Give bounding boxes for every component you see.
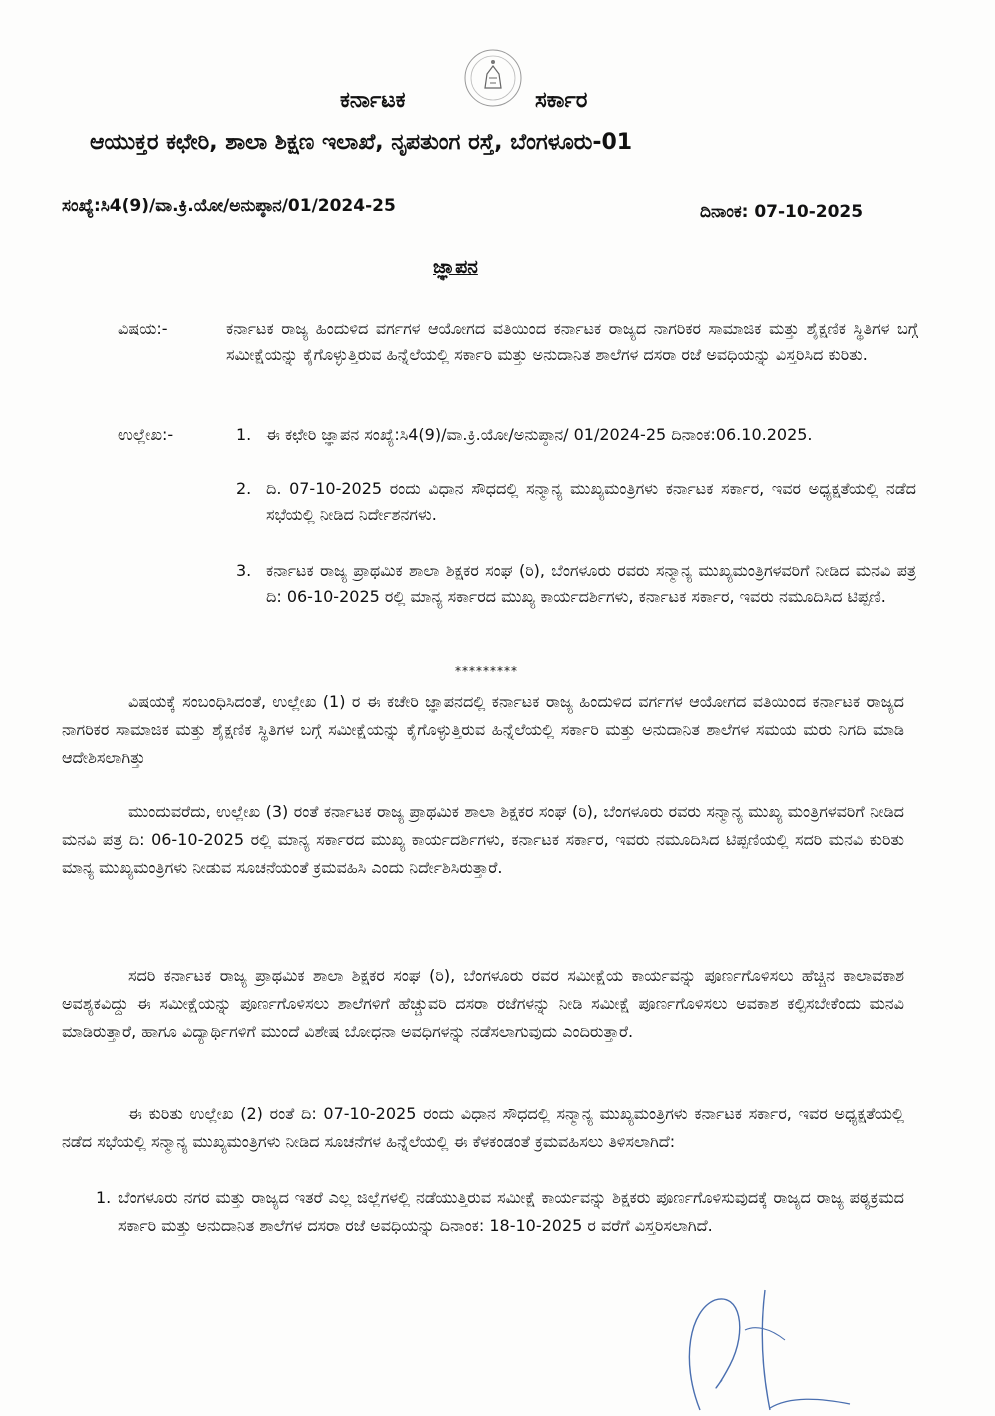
signature — [670, 1270, 900, 1416]
header-left-title: ಕರ್ನಾಟಕ — [340, 88, 406, 113]
header-right-title: ಸರ್ಕಾರ — [535, 88, 588, 113]
reference-number-1: 1. — [236, 425, 252, 444]
document-title: ಜ್ಞಾಪನ — [433, 256, 478, 278]
references-label: ಉಲ್ಲೇಖ:- — [118, 425, 174, 444]
subject-block — [118, 316, 918, 368]
reference-item — [236, 476, 916, 528]
body-paragraph-3 — [62, 962, 904, 1046]
subject-text: ಕರ್ನಾಟಕ ರಾಜ್ಯ ಹಿಂದುಳಿದ ವರ್ಗಗಳ ಆಯೋಗದ ವತಿಯಿಂದ ಕರ್ನಾಟಕ ರಾಜ್ಯದ ನಾಗರಿಕರ ಸಾಮಾಜಿಕ ಮತ್ತು ಶೈಕ್ಷಣಿಕ ಸ್ಥಿತಿಗಳ ಬಗ್ಗೆ ಸಮೀಕ್ಷೆಯನ್ನು ಕೈಗೊಳ್ಳುತ್ತಿರುವ ಹಿನ್ನೆಲೆಯಲ್ಲಿ ಸರ್ಕಾರಿ ಮತ್ತು ಅನುದಾನಿತ ಶಾಲೆಗಳ ದಸರಾ ರಜೆ ಅವಧಿಯನ್ನು ವಿಸ್ತರಿಸಿದ ಕುರಿತು. — [226, 319, 918, 364]
reference-text-3: ಕರ್ನಾಟಕ ರಾಜ್ಯ ಪ್ರಾಥಮಿಕ ಶಾಲಾ ಶಿಕ್ಷಕರ ಸಂಘ (ರಿ), ಬೆಂಗಳೂರು ರವರು ಸನ್ಮಾನ್ಯ ಮುಖ್ಯಮಂತ್ರಿಗಳವರಿಗೆ ನೀಡಿದ ಮನವಿ ಪತ್ರ ದಿ: 06-10-2025 ರಲ್ಲಿ ಮಾನ್ಯ ಸರ್ಕಾರದ ಮುಖ್ಯ ಕಾರ್ಯದರ್ಶಿಗಳು, ಕರ್ನಾಟಕ ಸರ್ಕಾರ, ಇವರು ನಮೂದಿಸಿದ ಟಿಪ್ಪಣಿ. — [266, 561, 916, 606]
body-paragraph-1-text: ವಿಷಯಕ್ಕೆ ಸಂಬಂಧಿಸಿದಂತೆ, ಉಲ್ಲೇಖ (1) ರ ಈ ಕಚೇರಿ ಜ್ಞಾಪನದಲ್ಲಿ ಕರ್ನಾಟಕ ರಾಜ್ಯ ಹಿಂದುಳಿದ ವರ್ಗಗಳ ಆಯೋಗದ ವತಿಯಿಂದ ಕರ್ನಾಟಕ ರಾಜ್ಯದ ನಾಗರಿಕರ ಸಾಮಾಜಿಕ ಮತ್ತು ಶೈಕ್ಷಣಿಕ ಸ್ಥಿತಿಗಳ ಬಗ್ಗೆ ಸಮೀಕ್ಷೆಯನ್ನು ಕೈಗೊಳ್ಳುತ್ತಿರುವ ಹಿನ್ನೆಲೆಯಲ್ಲಿ ಸರ್ಕಾರಿ ಮತ್ತು ಅನುದಾನಿತ ಶಾಲೆಗಳ ಸಮಯ ಮರು ನಿಗದಿ ಮಾಡಿ ಆದೇಶಿಸಲಾಗಿತ್ತು — [62, 692, 904, 767]
body-paragraph-1 — [62, 688, 904, 772]
reference-text-2: ದಿ. 07-10-2025 ರಂದು ವಿಧಾನ ಸೌಧದಲ್ಲಿ ಸನ್ಮಾನ್ಯ ಮುಖ್ಯಮಂತ್ರಿಗಳು ಕರ್ನಾಟಕ ಸರ್ಕಾರ, ಇವರ ಅಧ್ಯಕ್ಷತೆಯಲ್ಲಿ ನಡೆದ ಸಭೆಯಲ್ಲಿ ನೀಡಿದ ನಿರ್ದೇಶನಗಳು. — [266, 479, 916, 524]
reference-text-1: ಈ ಕಛೇರಿ ಜ್ಞಾಪನ ಸಂಖ್ಯೆ:ಸಿ4(9)/ವಾ.ಕ್ರಿ.ಯೋ/ಅನುಪ್ಠಾನ/ 01/2024-25 ದಿನಾಂಕ:06.10.2025. — [266, 425, 813, 444]
subject-label: ವಿಷಯ:- — [118, 319, 168, 338]
reference-item — [236, 558, 916, 610]
body-paragraph-2 — [62, 798, 904, 882]
reference-number: ಸಂಖ್ಯೆ:ಸಿ4(9)/ವಾ.ಕ್ರಿ.ಯೋ/ಅನುಪ್ಠಾನ/01/2024-25 — [62, 196, 396, 216]
references-label-block — [118, 422, 248, 448]
reference-item — [236, 422, 916, 448]
reference-number-3: 3. — [236, 561, 252, 580]
memo-date: ದಿನಾಂಕ: 07-10-2025 — [700, 202, 864, 222]
separator: ********* — [455, 664, 518, 678]
reference-number-2: 2. — [236, 479, 252, 498]
body-paragraph-4-text: ಈ ಕುರಿತು ಉಲ್ಲೇಖ (2) ರಂತೆ ದಿ: 07-10-2025 ರಂದು ವಿಧಾನ ಸೌಧದಲ್ಲಿ ಸನ್ಮಾನ್ಯ ಮುಖ್ಯಮಂತ್ರಿಗಳು ಕರ್ನಾಟಕ ಸರ್ಕಾರ, ಇವರ ಅಧ್ಯಕ್ಷತೆಯಲ್ಲಿ ನಡೆದ ಸಭೆಯಲ್ಲಿ ಸನ್ಮಾನ್ಯ ಮುಖ್ಯಮಂತ್ರಿಗಳು ನೀಡಿದ ಸೂಚನೆಗಳ ಹಿನ್ನೆಲೆಯಲ್ಲಿ ಈ ಕೆಳಕಂಡಂತೆ ಕ್ರಮವಹಿಸಲು ತಿಳಿಸಲಾಗಿದೆ: — [62, 1104, 904, 1151]
order-item — [96, 1184, 904, 1240]
body-paragraph-2-text: ಮುಂದುವರೆದು, ಉಲ್ಲೇಖ (3) ರಂತೆ ಕರ್ನಾಟಕ ರಾಜ್ಯ ಪ್ರಾಥಮಿಕ ಶಾಲಾ ಶಿಕ್ಷಕರ ಸಂಘ (ರಿ), ಬೆಂಗಳೂರು ರವರು ಸನ್ಮಾನ್ಯ ಮುಖ್ಯ ಮಂತ್ರಿಗಳವರಿಗೆ ನೀಡಿದ ಮನವಿ ಪತ್ರ ದಿ: 06-10-2025 ರಲ್ಲಿ ಮಾನ್ಯ ಸರ್ಕಾರದ ಮುಖ್ಯ ಕಾರ್ಯದರ್ಶಿಗಳು, ಕರ್ನಾಟಕ ಸರ್ಕಾರ, ಇವರು ನಮೂದಿಸಿದ ಟಿಪ್ಪಣಿಯಲ್ಲಿ ಸದರಿ ಮನವಿ ಕುರಿತು ಮಾನ್ಯ ಮುಖ್ಯಮಂತ್ರಿಗಳು ನೀಡುವ ಸೂಚನೆಯಂತೆ ಕ್ರಮವಹಿಸಿ ಎಂದು ನಿರ್ದೇಶಿಸಿರುತ್ತಾರೆ. — [62, 802, 904, 877]
body-paragraph-3-text: ಸದರಿ ಕರ್ನಾಟಕ ರಾಜ್ಯ ಪ್ರಾಥಮಿಕ ಶಾಲಾ ಶಿಕ್ಷಕರ ಸಂಘ (ರಿ), ಬೆಂಗಳೂರು ರವರ ಸಮೀಕ್ಷೆಯ ಕಾರ್ಯವನ್ನು ಪೂರ್ಣಗೊಳಿಸಲು ಹೆಚ್ಚಿನ ಕಾಲಾವಕಾಶ ಅವಶ್ಯಕವಿದ್ದು ಈ ಸಮೀಕ್ಷೆಯನ್ನು ಪೂರ್ಣಗೊಳಿಸಲು ಶಾಲೆಗಳಿಗೆ ಹೆಚ್ಚುವರಿ ದಸರಾ ರಜೆಗಳನ್ನು ನೀಡಿ ಸಮೀಕ್ಷೆ ಪೂರ್ಣಗೊಳಿಸಲು ಅವಕಾಶ ಕಲ್ಪಿಸಬೇಕೆಂದು ಮನವಿ ಮಾಡಿರುತ್ತಾರೆ, ಹಾಗೂ ವಿದ್ಯಾರ್ಥಿಗಳಿಗೆ ಮುಂದೆ ವಿಶೇಷ ಬೋಧನಾ ಅವಧಿಗಳನ್ನು ನಡೆಸಲಾಗುವುದು ಎಂದಿರುತ್ತಾರೆ. — [62, 966, 904, 1041]
body-paragraph-4 — [62, 1100, 904, 1156]
order-text-1: ಬೆಂಗಳೂರು ನಗರ ಮತ್ತು ರಾಜ್ಯದ ಇತರೆ ಎಲ್ಲ ಜಿಲ್ಲೆಗಳಲ್ಲಿ ನಡೆಯುತ್ತಿರುವ ಸಮೀಕ್ಷೆ ಕಾರ್ಯವನ್ನು ಶಿಕ್ಷಕರು ಪೂರ್ಣಗೊಳಿಸುವುದಕ್ಕೆ ರಾಜ್ಯದ ರಾಜ್ಯ ಪಠ್ಯಕ್ರಮದ ಸರ್ಕಾರಿ ಮತ್ತು ಅನುದಾನಿತ ಶಾಲೆಗಳ ದಸರಾ ರಜೆ ಅವಧಿಯನ್ನು ದಿನಾಂಕ: 18-10-2025 ರ ವರೆಗೆ ವಿಸ್ತರಿಸಲಾಗಿದೆ. — [118, 1188, 904, 1235]
office-address: ಆಯುಕ್ತರ ಕಛೇರಿ, ಶಾಲಾ ಶಿಕ್ಷಣ ಇಲಾಖೆ, ನೃಪತುಂಗ ರಸ್ತೆ, ಬೆಂಗಳೂರು-01 — [90, 130, 633, 155]
karnataka-emblem-icon — [463, 48, 523, 108]
order-number-1: 1. — [96, 1188, 112, 1207]
